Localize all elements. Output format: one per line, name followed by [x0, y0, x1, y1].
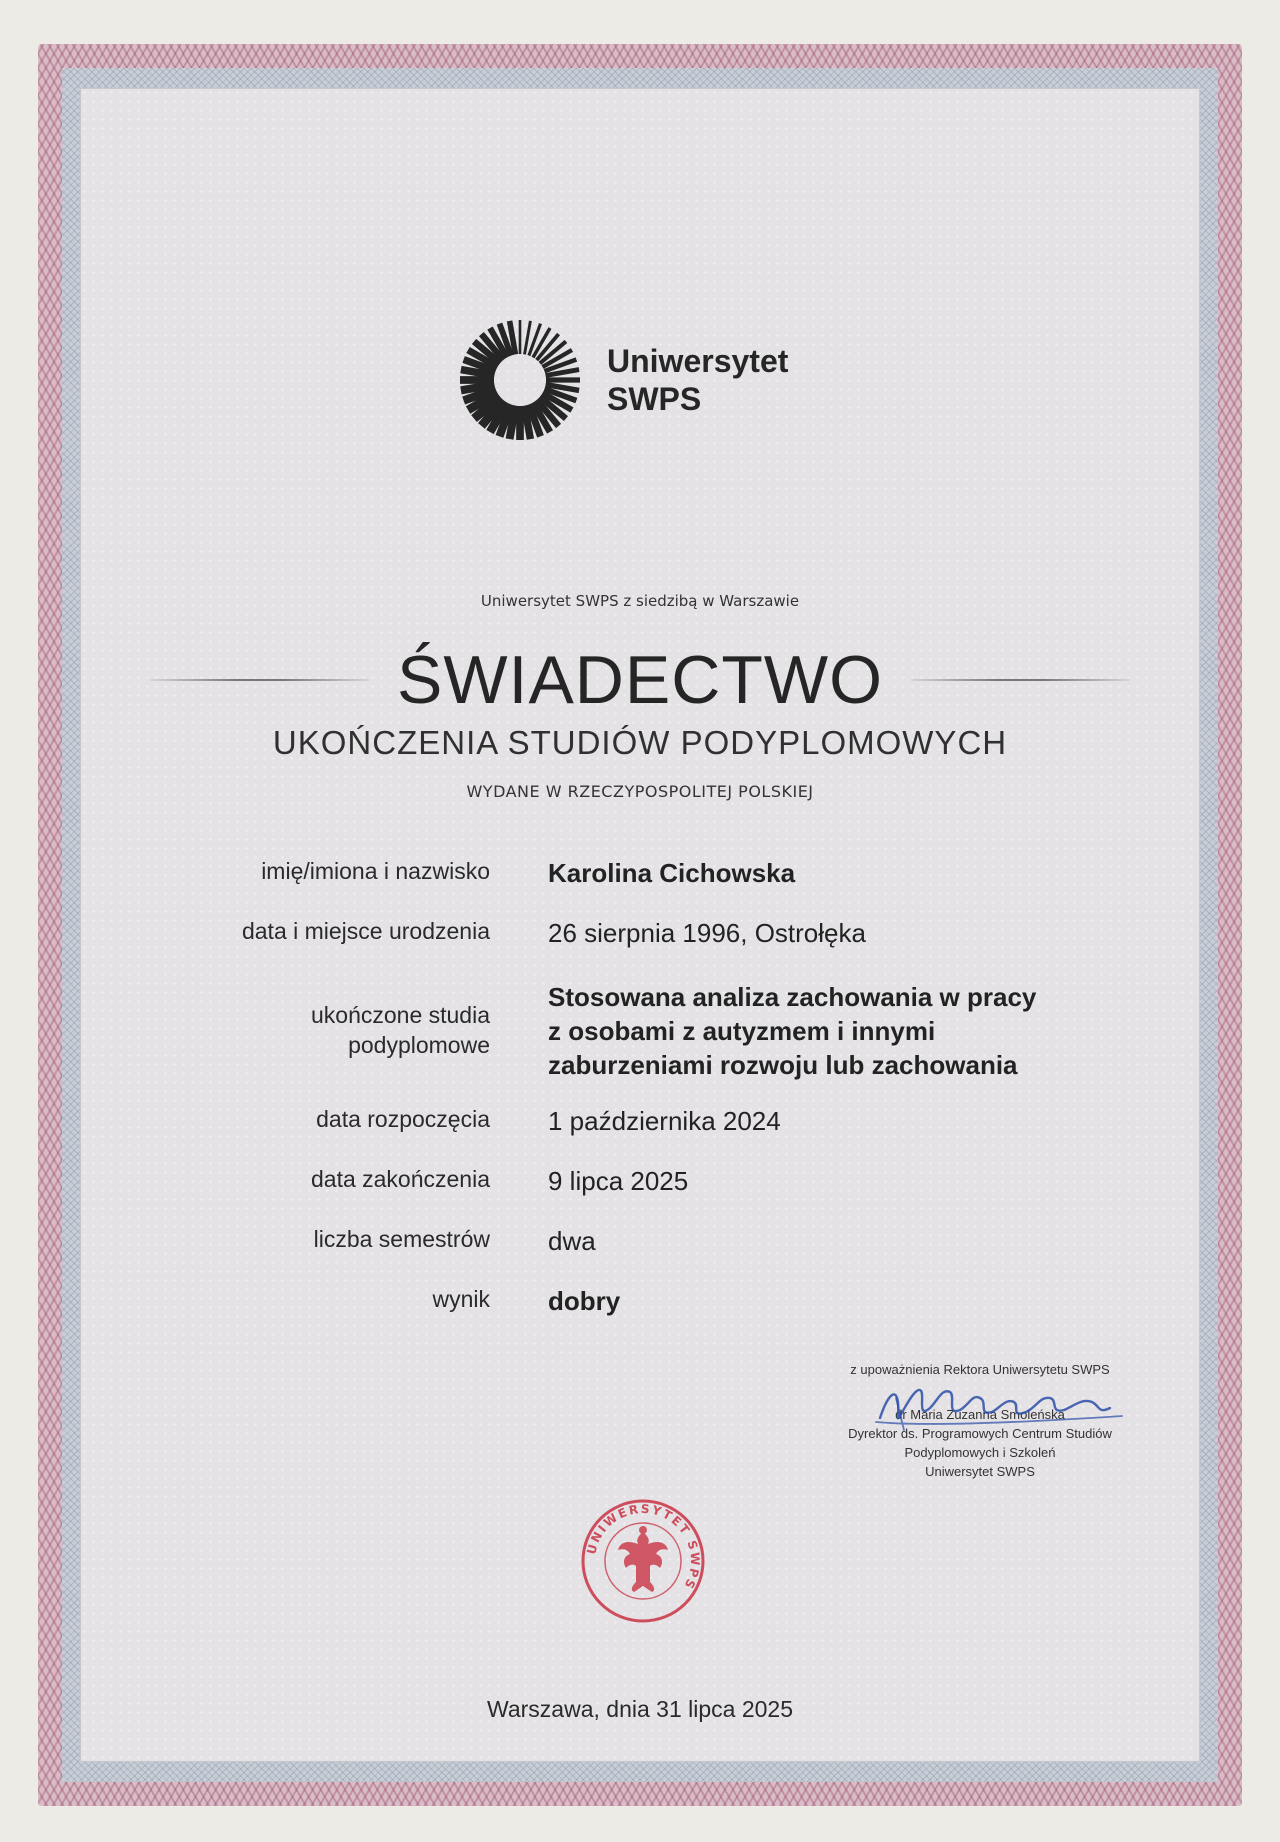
field-label [150, 980, 490, 1082]
field-row-end [150, 1164, 1150, 1198]
field-value: dwa [548, 1226, 596, 1256]
issued-in: WYDANE W RZECZYPOSPOLITEJ POLSKIEJ [466, 782, 814, 801]
field-row-start [150, 1104, 1150, 1138]
field-label-line: ukończone studia [310, 1002, 490, 1028]
field-value-line: z osobami z autyzmem i innymi [548, 1016, 936, 1046]
logo-line-1: Uniwersytet [607, 343, 789, 379]
sunburst-logo-icon [455, 315, 585, 445]
university-logo [455, 310, 835, 450]
field-label: data zakończenia [310, 1166, 490, 1192]
title-row [150, 640, 1130, 720]
field-label: wynik [432, 1286, 490, 1312]
handwritten-signature [860, 1368, 1130, 1438]
field-value-line: zaburzeniami rozwoju lub zachowania [548, 1050, 1018, 1080]
certificate-title: ŚWIADECTWO [397, 642, 883, 718]
field-label: imię/imiona i nazwisko [261, 858, 490, 884]
field-value: 9 lipca 2025 [548, 1166, 689, 1196]
authority-line: z upoważnienia Rektora Uniwersytetu SWPS [850, 1362, 1110, 1377]
field-label: liczba semestrów [313, 1226, 490, 1252]
field-label: data i miejsce urodzenia [241, 918, 490, 944]
university-seat: Uniwersytet SWPS z siedzibą w Warszawie [480, 592, 800, 610]
field-value: 26 sierpnia 1996, Ostrołęka [548, 918, 866, 948]
field-row-birth [150, 916, 1150, 950]
title-rule-left [150, 679, 369, 681]
field-label: data rozpoczęcia [316, 1106, 490, 1132]
field-value: 1 października 2024 [548, 1106, 781, 1136]
field-value-line: Stosowana analiza zachowania w pracy [548, 982, 1037, 1012]
certificate-subtitle: UKOŃCZENIA STUDIÓW PODYPLOMOWYCH [272, 724, 1008, 761]
seal-text: UNIWERSYTET SWPS [584, 1501, 703, 1593]
field-value: Karolina Cichowska [548, 858, 796, 888]
field-row-result [150, 1284, 1150, 1318]
field-label-line: podyplomowe [348, 1032, 490, 1058]
signatory-name: dr Maria Zuzanna Smoleńska [895, 1407, 1065, 1422]
field-row-name [150, 856, 1150, 890]
field-value [548, 980, 1108, 1082]
university-seal-stamp [578, 1496, 708, 1626]
signatory-role: Dyrektor ds. Programowych Centrum Studiów [848, 1426, 1112, 1441]
place-and-date: Warszawa, dnia 31 lipca 2025 [487, 1696, 793, 1722]
signatory-institution: Uniwersytet SWPS [925, 1464, 1035, 1479]
field-row-program [150, 980, 1150, 1082]
eagle-emblem-icon [618, 1526, 668, 1592]
signatory-role: Podyplomowych i Szkoleń [904, 1445, 1056, 1460]
field-row-semesters [150, 1224, 1150, 1258]
field-value: dobry [548, 1286, 621, 1316]
title-rule-right [911, 679, 1130, 681]
logo-line-2: SWPS [607, 381, 702, 417]
